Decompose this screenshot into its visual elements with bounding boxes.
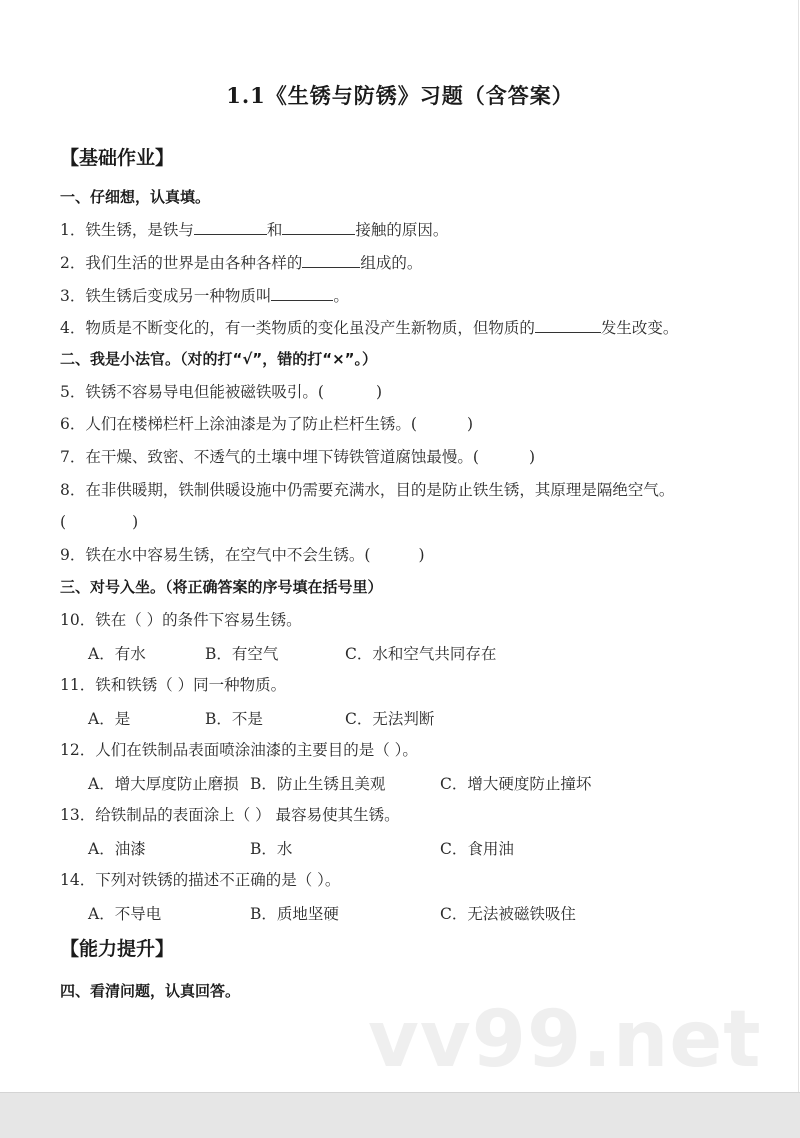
close-paren: ) xyxy=(528,448,535,466)
question-number: 13． xyxy=(60,806,96,824)
option-a[interactable]: A．不导电 xyxy=(88,905,162,923)
question-text: 。 xyxy=(333,287,349,305)
part4-heading: 四、看清问题，认真回答。 xyxy=(60,982,241,1000)
part1-heading: 一、仔细想，认真填。 xyxy=(60,188,211,206)
question-text: 人们在楼梯栏杆上涂油漆是为了防止栏杆生锈。( xyxy=(85,415,417,433)
option-b[interactable]: B．水 xyxy=(250,840,293,858)
question-text: 人们在铁制品表面喷涂油漆的主要目的是（ ）。 xyxy=(95,741,418,759)
question-8 xyxy=(60,480,674,500)
option-b[interactable]: B．质地坚硬 xyxy=(250,905,339,923)
answer-blank[interactable] xyxy=(271,285,333,301)
option-b[interactable]: B．防止生锈且美观 xyxy=(250,775,386,793)
question-text: 发生改变。 xyxy=(600,319,679,337)
question-2 xyxy=(60,252,422,273)
question-number: 5． xyxy=(60,383,86,401)
close-paren: ) xyxy=(132,513,139,531)
option-c[interactable]: C．食用油 xyxy=(440,840,514,858)
question-11 xyxy=(60,675,286,695)
question-4 xyxy=(60,317,678,338)
question-number: 1． xyxy=(60,221,86,239)
close-paren: ) xyxy=(466,415,473,433)
question-7 xyxy=(60,447,535,467)
option-a[interactable]: A．油漆 xyxy=(88,840,146,858)
section-basic-heading: 【基础作业】 xyxy=(60,147,175,169)
answer-blank[interactable] xyxy=(535,317,601,333)
section-advanced-heading: 【能力提升】 xyxy=(60,938,175,960)
question-12 xyxy=(60,740,418,760)
question-text: 在干燥、致密、不透气的土壤中埋下铸铁管道腐蚀最慢。( xyxy=(85,448,479,466)
question-number: 2． xyxy=(60,254,86,272)
close-paren: ) xyxy=(375,383,382,401)
question-number: 12． xyxy=(60,741,96,759)
question-number: 11． xyxy=(60,676,96,694)
option-a[interactable]: A．是 xyxy=(88,710,131,728)
question-number: 8． xyxy=(60,481,86,499)
question-number: 6． xyxy=(60,415,86,433)
answer-blank[interactable] xyxy=(302,252,360,268)
watermark: vv99.net xyxy=(368,995,762,1085)
question-text: 接触的原因。 xyxy=(355,221,449,239)
option-c[interactable]: C．无法被磁铁吸住 xyxy=(440,905,576,923)
question-text: 铁在水中容易生锈，在空气中不会生锈。( xyxy=(85,546,371,564)
answer-blank[interactable] xyxy=(282,219,355,235)
answer-blank[interactable] xyxy=(194,219,267,235)
question-text: 铁生锈后变成另一种物质叫 xyxy=(85,287,272,305)
question-text: 给铁制品的表面涂上（ ） 最容易使其生锈。 xyxy=(95,806,400,824)
question-3 xyxy=(60,285,349,306)
question-1 xyxy=(60,219,448,240)
close-paren: ) xyxy=(418,546,425,564)
question-13 xyxy=(60,805,400,825)
question-text: 铁生锈，是铁与 xyxy=(85,221,194,239)
option-c[interactable]: C．无法判断 xyxy=(345,710,435,728)
question-8-answer xyxy=(60,512,138,532)
option-a[interactable]: A．有水 xyxy=(88,645,146,663)
question-number: 4． xyxy=(60,319,86,337)
question-text: 我们生活的世界是由各种各样的 xyxy=(85,254,303,272)
option-c[interactable]: C．水和空气共同存在 xyxy=(345,645,497,663)
bottom-bar xyxy=(0,1092,800,1138)
question-text: 铁和铁锈（ ）同一种物质。 xyxy=(95,676,287,694)
question-text: 和 xyxy=(266,221,283,239)
document-title: 1.1《生锈与防锈》习题（含答案） xyxy=(226,83,574,108)
question-10 xyxy=(60,610,302,630)
part3-heading: 三、对号入坐。（将正确答案的序号填在括号里） xyxy=(60,578,383,596)
option-a[interactable]: A．增大厚度防止磨损 xyxy=(88,775,239,793)
question-text: 铁在（ ）的条件下容易生锈。 xyxy=(95,611,302,629)
open-paren: ( xyxy=(60,513,67,531)
question-number: 14． xyxy=(60,871,96,889)
question-5 xyxy=(60,382,382,402)
question-number: 3． xyxy=(60,287,86,305)
question-6 xyxy=(60,414,473,434)
option-b[interactable]: B．有空气 xyxy=(205,645,279,663)
question-text: 在非供暖期，铁制供暖设施中仍需要充满水，目的是防止铁生锈，其原理是隔绝空气。 xyxy=(85,481,675,499)
question-14 xyxy=(60,870,340,890)
question-number: 10． xyxy=(60,611,96,629)
part2-heading: 二、我是小法官。（对的打“√”，错的打“×”。） xyxy=(60,350,378,368)
question-9 xyxy=(60,545,425,565)
question-text: 组成的。 xyxy=(360,254,423,272)
option-c[interactable]: C．增大硬度防止撞坏 xyxy=(440,775,592,793)
question-text: 物质是不断变化的，有一类物质的变化虽没产生新物质，但物质的 xyxy=(85,319,535,337)
question-number: 7． xyxy=(60,448,86,466)
question-number: 9． xyxy=(60,546,86,564)
question-text: 下列对铁锈的描述不正确的是（ ）。 xyxy=(95,871,341,889)
option-b[interactable]: B．不是 xyxy=(205,710,263,728)
question-text: 铁锈不容易导电但能被磁铁吸引。( xyxy=(85,383,324,401)
